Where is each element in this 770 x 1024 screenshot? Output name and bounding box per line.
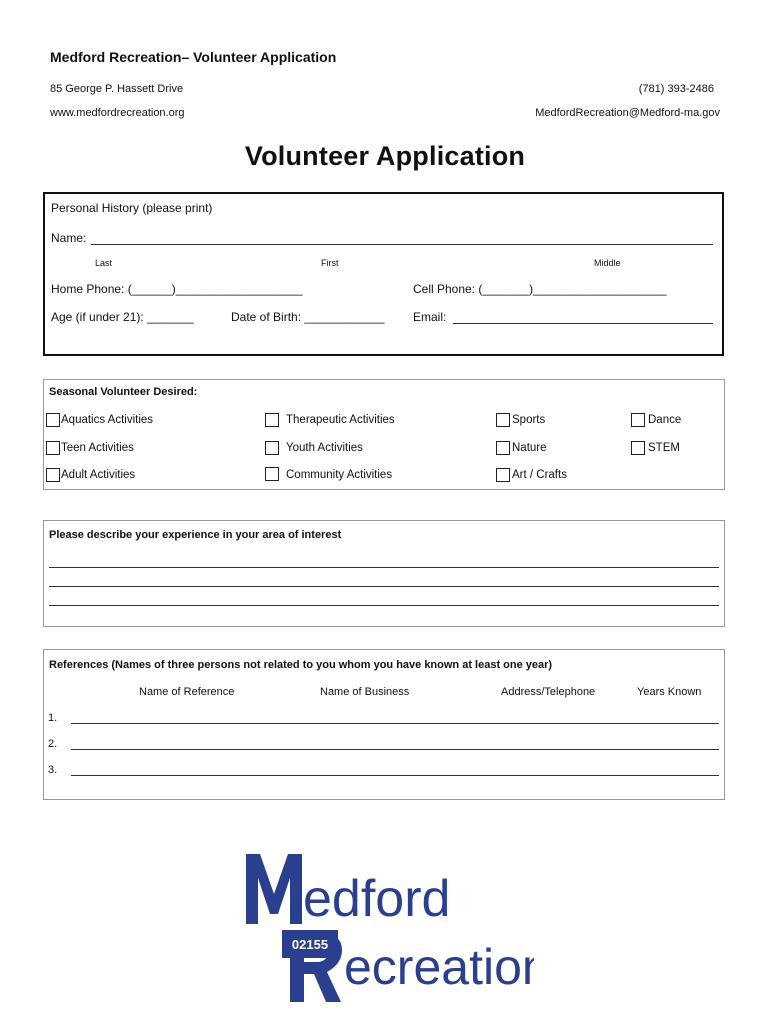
- aquatics-label: Aquatics Activities: [61, 414, 154, 426]
- col-years-known: Years Known: [637, 686, 702, 698]
- cell-phone-field[interactable]: Cell Phone: (_______)____________________: [413, 282, 667, 296]
- experience-section: [43, 520, 725, 627]
- reference-number-2: 2.: [48, 738, 58, 750]
- reference-line-1[interactable]: [71, 723, 719, 724]
- name-label: Name:: [51, 231, 87, 245]
- references-heading: References (Names of three persons not related to you whom you have known at least one year): [49, 659, 553, 671]
- nature-checkbox[interactable]: [496, 441, 510, 455]
- logo-zip-text: 02155: [291, 937, 329, 952]
- teen-label: Teen Activities: [61, 442, 134, 454]
- seasonal-volunteer-section: [43, 379, 725, 490]
- website-link[interactable]: www.medfordrecreation.org: [50, 107, 185, 119]
- reference-line-3[interactable]: [71, 775, 719, 776]
- col-name-of-reference: Name of Reference: [139, 686, 235, 698]
- stem-checkbox[interactable]: [631, 441, 645, 455]
- therapeutic-checkbox[interactable]: [265, 413, 279, 427]
- phone-text: (781) 393-2486: [638, 83, 714, 95]
- references-section: [43, 649, 725, 800]
- logo-line2-text: ecreation: [344, 939, 534, 995]
- name-first-caption: First: [321, 258, 339, 268]
- experience-heading: Please describe your experience in your area of interest: [49, 529, 342, 541]
- logo-line1-text: edford: [303, 870, 451, 928]
- organization-title: Medford Recreation– Volunteer Application: [50, 49, 337, 65]
- age-field[interactable]: Age (if under 21): _______: [51, 310, 194, 324]
- home-phone-field[interactable]: Home Phone: (______)___________________: [51, 282, 303, 296]
- logo-m-letter: [246, 854, 302, 924]
- community-checkbox[interactable]: [265, 467, 279, 481]
- aquatics-checkbox[interactable]: [46, 413, 60, 427]
- personal-history-section: [43, 192, 724, 356]
- reference-number-1: 1.: [48, 712, 58, 724]
- dance-checkbox[interactable]: [631, 413, 645, 427]
- col-name-of-business: Name of Business: [320, 686, 410, 698]
- reference-number-3: 3.: [48, 764, 58, 776]
- youth-label: Youth Activities: [286, 442, 363, 454]
- seasonal-heading: Seasonal Volunteer Desired:: [49, 386, 198, 398]
- logo-graphic: [244, 848, 534, 1008]
- col-address-telephone: Address/Telephone: [501, 686, 596, 698]
- art-crafts-label: Art / Crafts: [512, 469, 567, 481]
- experience-line-2[interactable]: [49, 586, 719, 587]
- experience-line-1[interactable]: [49, 567, 719, 568]
- stem-label: STEM: [648, 442, 680, 454]
- art-crafts-checkbox[interactable]: [496, 468, 510, 482]
- adult-label: Adult Activities: [61, 469, 136, 481]
- teen-checkbox[interactable]: [46, 441, 60, 455]
- name-middle-caption: Middle: [594, 258, 621, 268]
- email-field[interactable]: [453, 323, 713, 324]
- reference-line-2[interactable]: [71, 749, 719, 750]
- therapeutic-label: Therapeutic Activities: [286, 414, 395, 426]
- name-field[interactable]: [91, 244, 713, 245]
- community-label: Community Activities: [286, 469, 393, 481]
- medford-recreation-logo: [244, 848, 534, 1008]
- dob-field[interactable]: Date of Birth: ____________: [231, 310, 385, 324]
- sports-checkbox[interactable]: [496, 413, 510, 427]
- youth-checkbox[interactable]: [265, 441, 279, 455]
- dance-label: Dance: [648, 414, 682, 426]
- email-label: Email:: [413, 310, 447, 324]
- personal-history-heading: Personal History (please print): [51, 201, 213, 215]
- address-text: 85 George P. Hassett Drive: [50, 83, 184, 95]
- email-link[interactable]: MedfordRecreation@Medford-ma.gov: [535, 107, 720, 119]
- sports-label: Sports: [512, 414, 546, 426]
- adult-checkbox[interactable]: [46, 468, 60, 482]
- experience-line-3[interactable]: [49, 605, 719, 606]
- nature-label: Nature: [512, 442, 547, 454]
- name-last-caption: Last: [95, 258, 113, 268]
- page-title: Volunteer Application: [244, 141, 526, 171]
